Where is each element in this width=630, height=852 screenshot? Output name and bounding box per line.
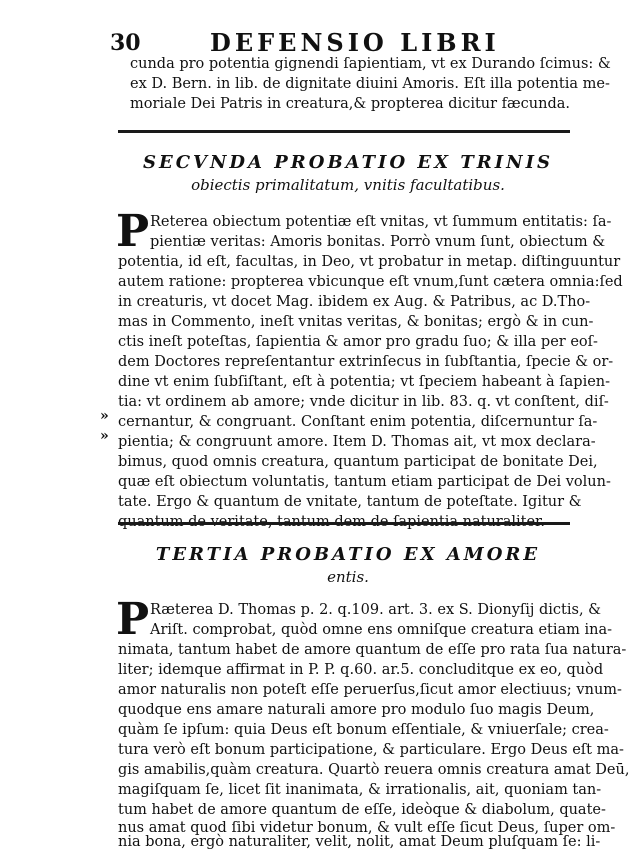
text-line: pientia; & congruunt amore. Item D. Thomas ait, vt mox declara-: [118, 434, 596, 450]
section-divider: [118, 522, 570, 525]
section-heading: TERTIA PROBATIO EX AMORE: [155, 544, 541, 565]
text-line: bimus, quod omnis creatura, quantum participat de bonitate Dei,: [118, 454, 598, 470]
text-line: tura verò eſt bonum participatione, & particulare. Ergo Deus eſt ma-: [118, 742, 624, 758]
text-line: dine vt enim ſubſiſtant, eſt à potentia; vt ſpeciem habeant à ſapien-: [118, 374, 611, 390]
page-number: 30: [110, 30, 141, 56]
section-heading: SECVNDA PROBATIO EX TRINIS: [142, 152, 554, 173]
text-line: Reterea obiectum potentiæ eſt vnitas, vt ſummum entitatis: ſa-: [150, 214, 612, 230]
text-line: liter; idemque affirmat in P. P. q.60. ar.5. concluditque ex eo, quòd: [118, 662, 604, 678]
text-line: mas in Commento, ineſt vnitas veritas, & bonitas; ergò & in cun-: [118, 314, 594, 330]
text-line: in creaturis, vt docet Mag. ibidem ex Aug. & Patribus, ac D.Tho-: [118, 294, 591, 310]
text-line: nia bona, ergò naturaliter, velit, nolit, amat Deum pluſquam ſe: li-: [118, 834, 601, 850]
section-subheading: obiectis primalitatum, vnitis facultatibus.: [191, 176, 505, 194]
margin-quote-mark: »: [100, 428, 109, 444]
running-head: [110, 26, 580, 57]
text-line: quæ eſt obiectum voluntatis, tantum etiam participat de Dei volun-: [118, 474, 611, 490]
text-line: magiſquam ſe, licet ſit inanimata, & irrationalis, ait, quoniam tan-: [118, 782, 602, 798]
text-line: cernantur, & congruant. Conſtant enim potentia, diſcernuntur ſa-: [118, 414, 598, 430]
text-line: moriale Dei Patris in creatura,& propterea dicitur fæcunda.: [130, 96, 571, 112]
section-divider: [118, 130, 570, 133]
text-line: nimata, tantum habet de amore quantum de eſſe pro rata ſua natura-: [118, 642, 627, 658]
text-line: gis amabilis,quàm creatura. Quartò reuera omnis creatura amat Deū,: [118, 762, 630, 778]
text-line: potentia, id eſt, facultas, in Deo, vt probatur in metap. diſtinguuntur: [118, 254, 621, 270]
text-line: Ariſt. comprobat, quòd omne ens omniſque creatura etiam ina-: [150, 622, 613, 638]
text-line: tia: vt ordinem ab amore; vnde dicitur in lib. 83. q. vt conſtent, diſ-: [118, 394, 609, 410]
drop-cap: P: [116, 594, 150, 645]
running-title: DEFENSIO LIBRI: [210, 28, 500, 57]
drop-cap: P: [116, 206, 150, 257]
section-subheading: entis.: [327, 568, 369, 586]
text-line: tate. Ergo & quantum de vnitate, tantum de poteſtate. Igitur &: [118, 494, 582, 510]
text-line: Ræterea D. Thomas p. 2. q.109. art. 3. ex S. Dionyſij dictis, &: [150, 602, 602, 618]
text-line: ex D. Bern. in lib. de dignitate diuini Amoris. Eſt illa potentia me-: [130, 76, 610, 92]
text-line: quàm ſe ipſum: quia Deus eſt bonum eſſentiale, & vniuerſale; crea-: [118, 722, 609, 738]
text-line: amor naturalis non poteſt eſſe peruerſus,ſicut amor electiuus; vnum-: [118, 682, 622, 698]
text-line: pientiæ veritas: Amoris bonitas. Porrò vnum ſunt, obiectum &: [150, 234, 606, 250]
text-line: tum habet de amore quantum de eſſe, ideòque & diabolum, quate-: [118, 802, 606, 818]
text-line: quodque ens amare naturali amore pro modulo ſuo magis Deum,: [118, 702, 595, 718]
text-line: cunda pro potentia gignendi ſapientiam, vt ex Durando ſcimus: &: [130, 56, 611, 72]
margin-quote-mark: »: [100, 408, 109, 424]
text-line: autem ratione: propterea vbicunque eſt vnum,ſunt cætera omnia:ſed: [118, 274, 623, 290]
text-line: ctis ineſt poteſtas, ſapientia & amor pro gradu ſuo; & illa per eoſ-: [118, 334, 598, 350]
text-line: nus amat quod ſibi videtur bonum, & vult eſſe ſicut Deus, ſuper om-: [118, 820, 616, 836]
text-line: dem Doctores repreſentantur extrinſecus in ſubſtantia, ſpecie & or-: [118, 354, 614, 370]
